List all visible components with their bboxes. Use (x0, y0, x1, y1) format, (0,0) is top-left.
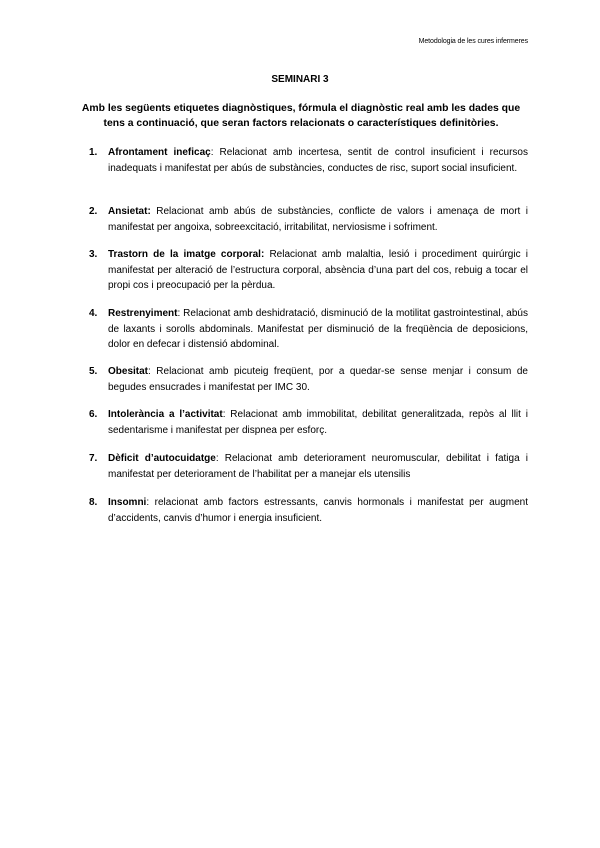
list-item (89, 407, 528, 438)
list-item (89, 247, 528, 294)
item-text: : Relacionat amb deshidratació, disminució de la motilitat gastrointestinal, abús de laxants i sorolls abdominals. Manifestat per disminució de la freqüència de deposicions, dolor en defecar i distensió abdominal. (108, 308, 528, 350)
item-text: : relacionat amb factors estressants, canvis hormonals i manifestat per augment d’accidents, canvis d’humor i energia insuficient. (108, 497, 528, 524)
item-term: Obesitat (108, 366, 149, 377)
item-text: : Relacionat amb immobilitat, debilitat generalitzada, repòs al llit i sedentarisme i manifestat per dispnea per esforç. (108, 409, 528, 436)
item-text: : Relacionat amb incertesa, sentit de control insuficient i recursos inadequats i manifestat per abús de substàncies, conductes de risc, suport social insuficient. (108, 147, 528, 174)
item-term: Dèficit d’autocuidatge (108, 453, 216, 464)
list-item (89, 495, 528, 526)
item-term: Trastorn de la imatge corporal: (108, 249, 265, 260)
list-item (89, 204, 528, 235)
item-text: : Relacionat amb picuteig freqüent, por a quedar-se sense menjar i consum de begudes ensucrades i manifestat per IMC 30. (108, 366, 528, 393)
list-item (89, 306, 528, 353)
item-term: Ansietat: (108, 206, 151, 217)
intro-paragraph: Amb les següents etiquetes diagnòstiques, fórmula el diagnòstic real amb les dades que tens a continuació, que seran factors relacionats o característiques definitòries. (81, 103, 521, 129)
item-number: 6. (89, 409, 98, 420)
item-text: Relacionat amb abús de substàncies, conflicte de valors i amenaça de mort i manifestat per angoixa, sobreexcitació, irritabilitat, nerviosisme i sofriment. (108, 206, 528, 233)
item-number: 8. (89, 497, 98, 508)
page-title: SEMINARI 3 (271, 74, 329, 85)
list-item (89, 145, 528, 176)
list-item (89, 451, 529, 482)
item-term: Restrenyiment (108, 308, 178, 319)
item-term: Insomni (108, 497, 147, 508)
item-text: : Relacionat amb deteriorament neuromuscular, debilitat i fatiga i manifestat per deteriorament de l’habilitat per a manejar els utensilis (108, 453, 529, 480)
item-number: 4. (89, 308, 98, 319)
item-number: 3. (89, 249, 98, 260)
list-item (89, 364, 528, 395)
item-term: Intolerància a l’activitat (108, 409, 223, 420)
item-text: Relacionat amb malaltia, lesió i procediment quirúrgic i manifestat per alteració de l’estructura corporal, absència d’una part del cos, rebuig a tocar el propi cos i preocupació per la pèrdua. (108, 249, 528, 291)
item-term: Afrontament ineficaç (108, 147, 211, 158)
item-number: 2. (89, 206, 98, 217)
running-header: Metodologia de les cures infermeres (418, 38, 528, 45)
item-number: 7. (89, 453, 98, 464)
item-number: 5. (89, 366, 98, 377)
item-number: 1. (89, 147, 98, 158)
